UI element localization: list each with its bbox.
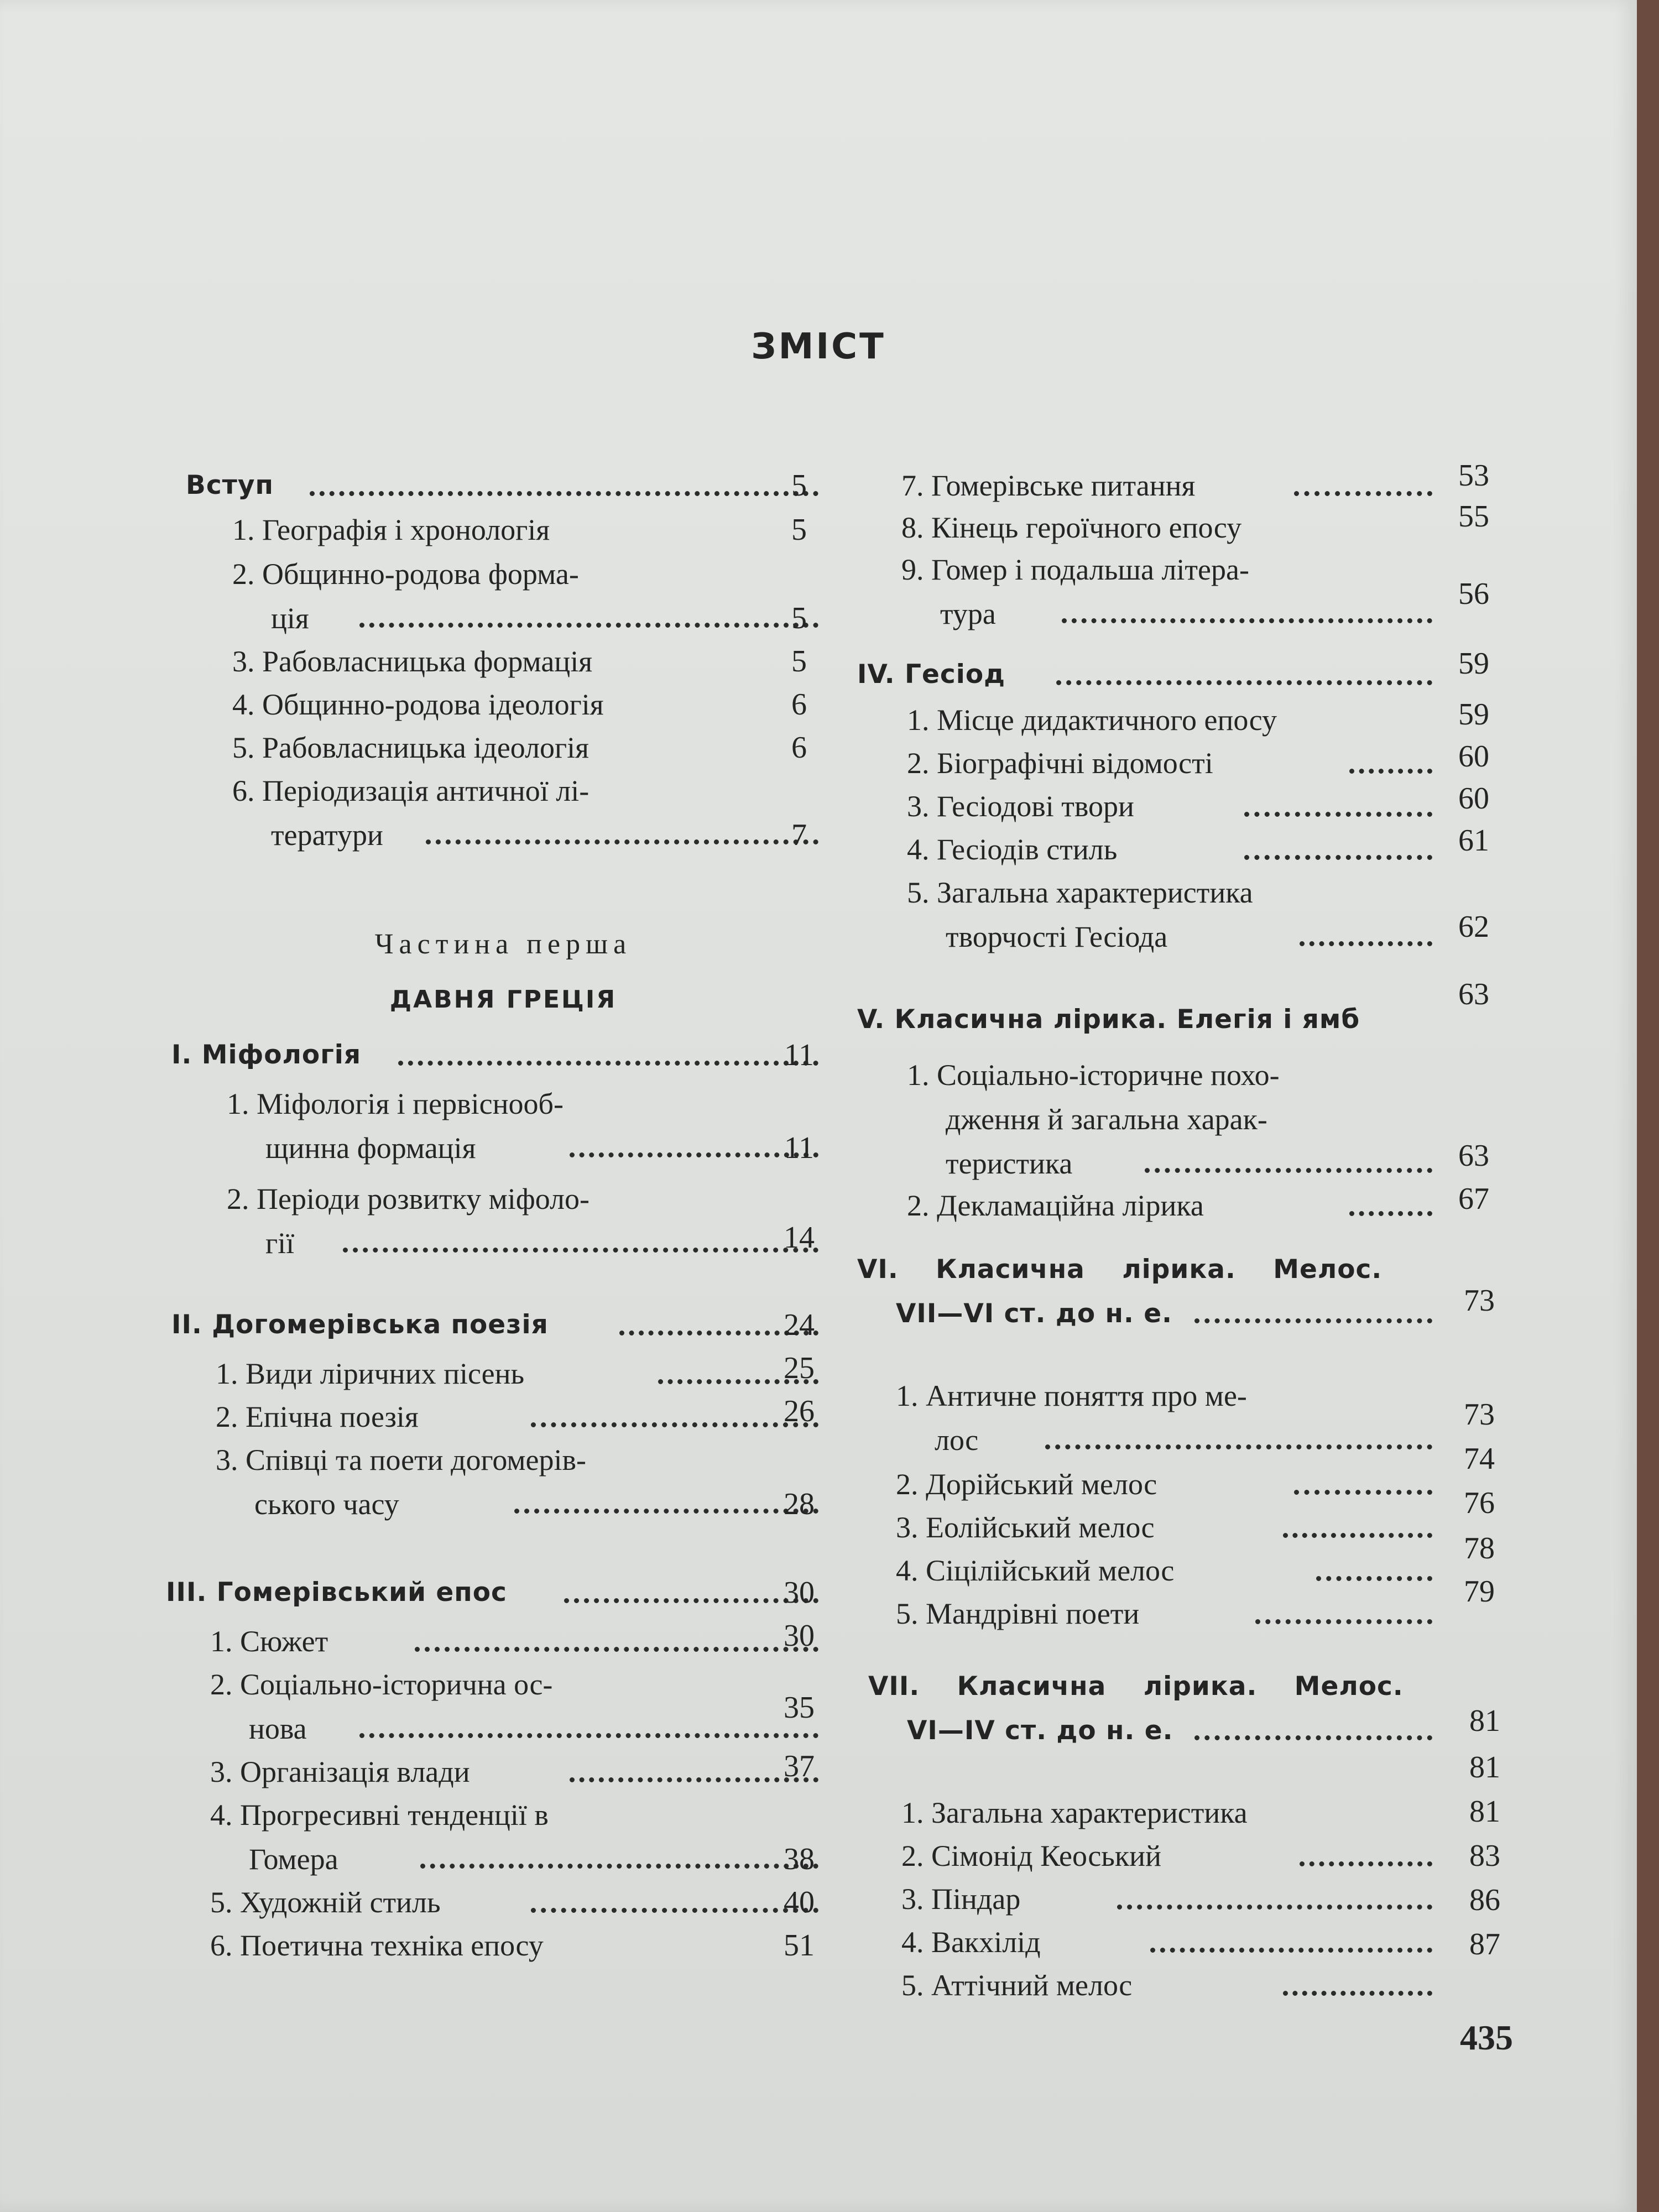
page-number: 53 [1458, 458, 1489, 493]
dot-leader [1349, 769, 1432, 774]
page-number: 81 [1469, 1750, 1500, 1785]
page-number: 26 [784, 1394, 815, 1428]
dot-leader [1150, 1948, 1432, 1953]
page-number: 83 [1469, 1839, 1500, 1873]
page-number: 55 [1458, 499, 1489, 534]
page-number: 38 [784, 1842, 815, 1876]
page-number: 56 [1458, 577, 1489, 611]
dot-leader [1045, 1444, 1432, 1449]
dot-leader [1244, 855, 1432, 860]
dot-leader [1244, 812, 1432, 817]
dot-leader [359, 623, 818, 628]
page-number: 86 [1469, 1883, 1500, 1917]
dot-leader [359, 1733, 818, 1738]
dot-leader [1194, 1318, 1432, 1323]
page-number: 40 [784, 1885, 815, 1919]
page-number: 59 [1458, 646, 1489, 681]
page-number: 81 [1469, 1704, 1500, 1738]
page-number: 5 [791, 644, 807, 679]
dot-leader [1117, 1905, 1432, 1910]
dot-leader [1255, 1619, 1432, 1624]
page-number: 81 [1469, 1794, 1500, 1829]
book-page: ЗМІСТ Вступ 1. Географія і хронологія 2. Общинно-родова форма- ція 3. Рабовласницька формація 4. Общинно-родова ідеологія 5. Рабовласницька ідеологія 6. Періодизація античної лі- тератури Частина перша ДАВНЯ ГРЕЦІЯ І. Міфологія 1. Міфологія і первіснооб- щинна формація 2. Періоди розвитку міфоло- гії II. Догомерівська поезія 1. Види ліричних пісень 2. Епічна поезія 3. Співці та поети догомерів- ського часу III. Гомерівський епос 1. Сюжет 2. Соціально-історична ос- нова 3. Організація влади 4. Прогресивні тенденції в Гомера 5. Художній стиль 6. Поетична техніка епосу 5 5 5 5 6 6 7 11 11 14 24 25 26 28 30 30 35 37 38 40 51 7. Гомерівське питання 8. Кінець героїчного епосу 9. Гомер і подальша літера- тура IV. Гесіод 1. Місце дидактичного епосу 2. Біографічні відомості 3. Гесіодові твори 4. Гесіодів стиль 5. Загальна характеристика творчості Гесіода V. Класична лірика. Елегія і ямб 1. Соціально-історичне похо- дження й загальна харак- теристика 2. Декламаційна лірика VI. Класична лірика. Мелос. VII—VI ст. до н. е. 1. Античне поняття про ме- лос 2. Дорійський мелос 3. Еолійський мелос 4. Сіцілійський мелос 5. Мандрівні поети VII. Класична лірика. Мелос. VI—IV ст. до н. е. 1. Загальна характеристика 2. Сімонід Кеоський 3. Піндар 4. Вакхілід 5. Аттічний мелос 53 55 56 59 59 60 60 61 62 63 63 67 73 73 74 76 78 79 81 81 81 83 86 87 435 [0, 0, 1637, 2212]
page-number: 74 [1464, 1442, 1495, 1476]
dot-leader [1300, 1861, 1432, 1866]
page-number: 11 [784, 1131, 814, 1165]
page-number: 51 [784, 1928, 815, 1963]
part-title: ДАВНЯ ГРЕЦІЯ [389, 985, 617, 1014]
page-number: 67 [1458, 1182, 1489, 1216]
page-number: 73 [1464, 1397, 1495, 1432]
dot-leader [1062, 618, 1432, 623]
dot-leader [1283, 1991, 1432, 1996]
page-number: 11 [784, 1038, 814, 1072]
page-number: 14 [784, 1220, 815, 1255]
page-number: 30 [784, 1619, 815, 1653]
dot-leader [1294, 491, 1432, 496]
page-number: 7 [791, 818, 807, 852]
page-number: 6 [791, 731, 807, 765]
dot-leader [1294, 1490, 1432, 1495]
part-label: Частина перша [374, 928, 632, 960]
page-number: 5 [791, 468, 807, 503]
dot-leader [1316, 1576, 1432, 1581]
page-number: 35 [784, 1691, 815, 1725]
page-number: 63 [1458, 977, 1489, 1011]
page-number: 62 [1458, 910, 1489, 944]
page-number: 5 [791, 513, 807, 547]
dot-leader [1145, 1168, 1432, 1173]
page-number: 78 [1464, 1531, 1495, 1566]
page-number: 5 [791, 601, 807, 635]
dot-leader [1056, 680, 1432, 685]
page-number: 24 [784, 1308, 815, 1342]
page-number: 37 [784, 1749, 815, 1783]
page-number: 60 [1458, 739, 1489, 774]
page-number: 87 [1469, 1927, 1500, 1961]
page-number: 73 [1464, 1284, 1495, 1318]
dot-leader [1349, 1211, 1432, 1216]
dot-leader [310, 491, 818, 496]
page-number: 6 [791, 687, 807, 722]
page-number: 60 [1458, 781, 1489, 816]
dot-leader [343, 1248, 818, 1253]
dot-leader [1283, 1533, 1432, 1538]
page-number: 30 [784, 1575, 815, 1610]
page-number: 63 [1458, 1139, 1489, 1173]
dot-leader [1300, 941, 1432, 946]
dot-leader [398, 1061, 818, 1066]
page-number: 28 [784, 1487, 815, 1521]
page-number: 79 [1464, 1574, 1495, 1609]
page-number: 61 [1458, 823, 1489, 858]
page-title: ЗМІСТ [751, 326, 886, 367]
dot-leader [1194, 1735, 1432, 1740]
page-number: 59 [1458, 697, 1489, 732]
page-number: 76 [1464, 1486, 1495, 1520]
page-number: 25 [784, 1351, 815, 1385]
page-folio: 435 [1460, 2018, 1513, 2057]
